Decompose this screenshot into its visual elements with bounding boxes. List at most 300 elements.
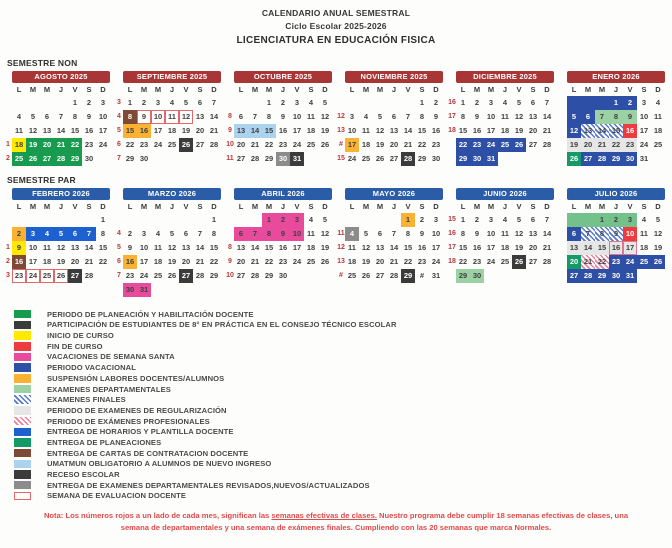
day-cell: 17 (486, 242, 496, 252)
weekday-letter: M (473, 84, 481, 94)
day-cell: 1 (460, 97, 466, 107)
day-cell: 9 (280, 111, 286, 121)
week-row (337, 255, 443, 269)
day-cell (151, 152, 165, 166)
day-cell: 18 (361, 139, 371, 149)
week-row (4, 110, 110, 124)
day-cell: 1 (100, 214, 106, 224)
day-cell: 24 (292, 256, 302, 266)
day-cell (373, 96, 387, 110)
day-cell: 22 (125, 139, 135, 149)
month-header-mayo-2026: MAYO 2026 (345, 188, 443, 200)
day-cell: 2 (276, 213, 290, 227)
day-cell (498, 152, 512, 166)
day-cell: 13 (234, 124, 248, 138)
week-number-margin (559, 227, 567, 241)
week-number-margin (4, 96, 12, 110)
day-cell: 16 (417, 242, 427, 252)
day-cell: 31 (431, 270, 441, 280)
month-header-noviembre-2025: NOVIEMBRE 2025 (345, 71, 443, 83)
month-header-marzo-2026: MARZO 2026 (123, 188, 221, 200)
weekday-header-row (456, 83, 554, 96)
day-cell: 12 (28, 125, 38, 135)
legend-swatch-lgray (14, 406, 31, 415)
weekday-letter: M (362, 84, 370, 94)
weekday-header-row (345, 83, 443, 96)
day-cell (12, 96, 26, 110)
day-cell: 12 (567, 124, 581, 138)
day-cell: 27 (528, 139, 538, 149)
week-row (559, 124, 665, 138)
week-number-margin (448, 152, 456, 166)
week-row (559, 269, 665, 283)
day-cell (651, 269, 665, 283)
weekday-letter: M (473, 201, 481, 211)
legend-swatch-amber (14, 374, 31, 383)
weekday-letter: D (655, 84, 661, 94)
day-cell: 16 (609, 241, 623, 255)
day-cell: 26 (167, 270, 177, 280)
day-cell (345, 213, 359, 227)
day-cell: 29 (264, 153, 274, 163)
day-cell: 18 (639, 242, 649, 252)
weekday-letter: J (502, 201, 508, 211)
day-cell: 10 (486, 111, 496, 121)
weekday-letter: L (238, 201, 244, 211)
day-cell (68, 213, 82, 227)
legend-item (14, 320, 672, 331)
weekday-letter: M (154, 84, 162, 94)
day-cell: 17 (623, 241, 637, 255)
day-cell: 6 (197, 97, 203, 107)
weekday-letter: L (238, 84, 244, 94)
weekday-letter: V (72, 84, 78, 94)
week-number-margin (559, 110, 567, 124)
week-number-margin: 11 (337, 229, 345, 237)
day-cell: 3 (26, 227, 40, 241)
day-cell: 30 (470, 269, 484, 283)
weekday-letter: J (58, 201, 64, 211)
title-line-3: LICENCIATURA EN EDUCACIÓN FISICA (236, 35, 436, 47)
day-cell: 9 (127, 242, 133, 252)
weekday-letter: S (86, 201, 92, 211)
day-cell: 18 (42, 256, 52, 266)
day-cell: 4 (169, 97, 175, 107)
day-cell (387, 213, 401, 227)
legend-swatch-bblue (14, 428, 31, 437)
legend-item (14, 341, 672, 352)
day-cell: 14 (56, 125, 66, 135)
day-cell: 31 (137, 283, 151, 297)
weekday-letter: M (29, 201, 37, 211)
day-cell (373, 213, 387, 227)
legend-label: VACACIONES DE SEMANA SANTA (47, 352, 175, 362)
weekday-letter: S (308, 201, 314, 211)
week-row (559, 96, 665, 110)
week-row (226, 138, 332, 152)
week-row (226, 213, 332, 227)
day-cell: 11 (15, 125, 23, 135)
weekday-header-row (456, 200, 554, 213)
day-cell: 19 (26, 138, 40, 152)
day-cell: 15 (609, 124, 623, 138)
day-cell: 22 (209, 256, 219, 266)
weekday-header-row (12, 83, 110, 96)
day-cell: 27 (528, 256, 538, 266)
day-cell: 26 (512, 255, 526, 269)
day-cell: 25 (153, 270, 163, 280)
day-cell: # (419, 270, 425, 280)
month-header-enero-2026: ENERO 2026 (567, 71, 665, 83)
week-row (559, 213, 665, 227)
day-cell: 20 (389, 139, 399, 149)
week-number-margin: 9 (228, 257, 232, 265)
day-cell (165, 283, 179, 297)
day-cell: 2 (609, 213, 623, 227)
day-cell: 5 (183, 97, 189, 107)
day-cell (26, 213, 40, 227)
day-cell: 10 (623, 227, 637, 241)
day-cell (526, 269, 540, 283)
week-number-margin: 4 (117, 229, 121, 237)
week-row (4, 269, 110, 283)
months-row-semestre-non (0, 71, 672, 166)
day-cell: 14 (581, 241, 595, 255)
day-cell: 12 (167, 242, 177, 252)
day-cell (540, 152, 554, 166)
day-cell: 16 (623, 124, 637, 138)
day-cell: 20 (236, 256, 246, 266)
day-cell: 4 (345, 227, 359, 241)
day-cell (207, 283, 221, 297)
day-cell: 28 (195, 270, 205, 280)
day-cell: 16 (12, 255, 26, 269)
day-cell: 24 (623, 255, 637, 269)
legend-label: RECESO ESCOLAR (47, 470, 120, 479)
day-cell: 6 (234, 227, 248, 241)
day-cell: 2 (419, 214, 425, 224)
legend-swatch-hatchblue (14, 395, 31, 404)
day-cell: 8 (123, 110, 137, 124)
weekday-letter: M (265, 84, 273, 94)
day-cell: 21 (84, 256, 94, 266)
week-row (226, 152, 332, 166)
day-cell: 4 (308, 214, 314, 224)
week-row (115, 152, 221, 166)
day-cell: 23 (431, 139, 441, 149)
legend-item (14, 309, 672, 320)
week-row (337, 152, 443, 166)
weekday-letter: M (251, 84, 259, 94)
day-cell: 30 (278, 270, 288, 280)
weekday-letter: J (169, 84, 175, 94)
day-cell (137, 213, 151, 227)
week-row (448, 227, 554, 241)
day-cell: 23 (139, 139, 149, 149)
weekday-letter: M (362, 201, 370, 211)
day-cell: 18 (500, 125, 510, 135)
weekday-letter: L (460, 201, 466, 211)
weekday-letter: M (376, 201, 384, 211)
weekday-letter: V (183, 84, 189, 94)
day-cell (193, 213, 207, 227)
weekday-letter: J (280, 84, 286, 94)
day-cell: 17 (153, 125, 163, 135)
weekday-letter: L (16, 201, 22, 211)
day-cell: 5 (169, 228, 175, 238)
weekday-letter: M (43, 84, 51, 94)
day-cell: 10 (139, 242, 149, 252)
day-cell: 23 (125, 270, 135, 280)
week-number-margin (559, 269, 567, 283)
day-cell (248, 213, 262, 227)
week-number-margin: 18 (448, 257, 456, 265)
day-cell: 22 (458, 256, 468, 266)
day-cell: 6 (567, 227, 581, 241)
week-number-margin: 18 (448, 126, 456, 134)
legend-swatch-yellow (14, 331, 31, 340)
week-number-margin: 8 (228, 112, 232, 120)
week-row (115, 269, 221, 283)
week-row (448, 255, 554, 269)
day-cell: 25 (653, 139, 663, 149)
weekday-letter: V (627, 201, 633, 211)
day-cell: 27 (195, 139, 205, 149)
day-cell: 3 (433, 214, 439, 224)
weekday-header-row (345, 200, 443, 213)
day-cell: 25 (306, 256, 316, 266)
day-cell (567, 213, 581, 227)
weekday-letter: D (100, 84, 106, 94)
week-number-margin: 5 (117, 126, 121, 134)
day-cell (401, 96, 415, 110)
day-cell: 5 (322, 214, 328, 224)
week-row (559, 255, 665, 269)
day-cell: 27 (389, 153, 399, 163)
day-cell: 8 (262, 227, 276, 241)
weekday-letter: S (641, 84, 647, 94)
weekday-letter: D (322, 201, 328, 211)
day-cell: 10 (98, 111, 108, 121)
day-cell: 6 (581, 110, 595, 124)
weekday-letter: M (598, 84, 606, 94)
day-cell: 18 (12, 138, 26, 152)
weekday-letter: S (641, 201, 647, 211)
week-number-margin (4, 124, 12, 138)
day-cell: 8 (211, 228, 217, 238)
weekday-letter: L (571, 201, 577, 211)
day-cell: 19 (167, 256, 177, 266)
day-cell: 3 (623, 213, 637, 227)
legend-swatch-dark (14, 470, 31, 479)
day-cell: 26 (26, 152, 40, 166)
day-cell: 27 (179, 269, 193, 283)
day-cell: 4 (308, 97, 314, 107)
day-cell: 16 (123, 255, 137, 269)
day-cell: 4 (655, 97, 661, 107)
day-cell: 18 (167, 125, 177, 135)
day-cell: 10 (28, 242, 38, 252)
day-cell: 14 (542, 228, 552, 238)
months-row-semestre-par (0, 188, 672, 297)
week-row (115, 138, 221, 152)
day-cell: 24 (347, 153, 357, 163)
day-cell: 5 (655, 214, 661, 224)
week-row (4, 152, 110, 166)
day-cell: 15 (417, 125, 427, 135)
month-header-agosto-2025: AGOSTO 2025 (12, 71, 110, 83)
legend-item (14, 405, 672, 416)
day-cell: 9 (623, 110, 637, 124)
day-cell: 15 (70, 125, 80, 135)
day-cell (54, 96, 68, 110)
day-cell (540, 269, 554, 283)
weekday-letter: S (530, 201, 536, 211)
day-cell: 12 (653, 228, 663, 238)
day-cell: 30 (123, 283, 137, 297)
month-mayo-2026 (337, 188, 443, 297)
day-cell: 23 (417, 256, 427, 266)
day-cell: 13 (236, 242, 246, 252)
day-cell: 13 (581, 124, 595, 138)
day-cell (207, 152, 221, 166)
legend-label: PARTICIPACIÓN DE ESTUDIANTES DE 8° EN PRÁCTICA EN EL CONSEJO TÉCNICO ESCOLAR (47, 320, 397, 330)
day-cell: 6 (68, 227, 82, 241)
day-cell: 19 (375, 139, 385, 149)
legend-swatch-lblue (14, 460, 31, 469)
week-row (559, 152, 665, 166)
day-cell: 15 (595, 241, 609, 255)
week-number-margin: 1 (6, 140, 10, 148)
week-number-margin: 3 (6, 271, 10, 279)
day-cell: 12 (361, 242, 371, 252)
week-row (4, 96, 110, 110)
day-cell: 9 (419, 228, 425, 238)
legend-item (14, 416, 672, 427)
day-cell: 30 (470, 152, 484, 166)
day-cell: 13 (528, 228, 538, 238)
day-cell: 6 (377, 228, 383, 238)
day-cell: 14 (542, 111, 552, 121)
week-number-margin (4, 213, 12, 227)
day-cell: 25 (306, 139, 316, 149)
day-cell (318, 152, 332, 166)
week-row (226, 110, 332, 124)
day-cell: 23 (623, 138, 637, 152)
week-row (226, 269, 332, 283)
day-cell: 6 (530, 214, 536, 224)
day-cell: 29 (209, 270, 219, 280)
day-cell: 18 (306, 242, 316, 252)
day-cell (484, 269, 498, 283)
week-row (448, 213, 554, 227)
day-cell: 16 (472, 125, 482, 135)
day-cell: 13 (42, 125, 52, 135)
day-cell: 17 (431, 242, 441, 252)
day-cell: 20 (40, 138, 54, 152)
day-cell: 7 (211, 97, 217, 107)
weekday-letter: J (391, 84, 397, 94)
day-cell (318, 269, 332, 283)
legend-label: FIN DE CURSO (47, 341, 103, 351)
legend-label: ENTREGA DE CARTAS DE CONTRATACION DOCENTE (47, 448, 249, 458)
day-cell: 25 (167, 139, 177, 149)
note-suffix: Nuestro programa debe cumplir 18 semanas efectivas de clases, una semana de departamentales y una semana de exámenes finales. Cumpliendo con las 20 semanas que marca Normales. (120, 511, 629, 532)
day-cell: 11 (43, 242, 51, 252)
day-cell: 21 (542, 242, 552, 252)
weekday-letter: M (43, 201, 51, 211)
day-cell (151, 213, 165, 227)
week-number-margin: 16 (448, 229, 456, 237)
day-cell: 1 (262, 213, 276, 227)
day-cell (40, 213, 54, 227)
weekday-letter: J (613, 84, 619, 94)
legend-label: ENTREGA DE HORARIOS Y PLANTILLA DOCENTE (47, 427, 234, 437)
day-cell (498, 269, 512, 283)
day-cell: 18 (500, 242, 510, 252)
footer-note (29, 510, 643, 533)
week-number-margin: 11 (226, 154, 234, 162)
week-row (115, 110, 221, 124)
week-row (226, 227, 332, 241)
day-cell: 5 (30, 111, 36, 121)
week-number-margin (448, 269, 456, 283)
day-cell: 8 (100, 228, 106, 238)
day-cell: 9 (86, 111, 92, 121)
legend-label: SEMANA DE EVALUACION DOCENTE (47, 491, 187, 501)
day-cell: 15 (123, 124, 137, 138)
day-cell: 7 (252, 111, 258, 121)
day-cell: 20 (195, 125, 205, 135)
day-cell: 21 (54, 138, 68, 152)
weekday-letter: V (627, 84, 633, 94)
weekday-letter: M (487, 84, 495, 94)
day-cell: 9 (474, 228, 480, 238)
day-cell: 5 (54, 227, 68, 241)
week-number-margin (4, 110, 12, 124)
day-cell (567, 96, 581, 110)
week-number-margin: 12 (337, 112, 345, 120)
day-cell: 1 (266, 97, 272, 107)
weekday-letter: M (140, 84, 148, 94)
day-cell: 2 (474, 97, 480, 107)
week-row (4, 213, 110, 227)
day-cell: 20 (236, 139, 246, 149)
day-cell: 11 (154, 242, 162, 252)
week-number-margin (226, 96, 234, 110)
day-cell: 24 (292, 139, 302, 149)
weekday-letter: D (211, 84, 217, 94)
day-cell: 27 (375, 270, 385, 280)
day-cell: 13 (528, 111, 538, 121)
day-cell: 28 (595, 152, 609, 166)
day-cell: 19 (320, 242, 330, 252)
legend-swatch-hatchpink (14, 417, 31, 426)
day-cell: 21 (581, 255, 595, 269)
day-cell: 20 (528, 242, 538, 252)
day-cell: 14 (84, 242, 94, 252)
week-number-margin: 9 (228, 126, 232, 134)
weekday-letter: S (86, 84, 92, 94)
legend-item (14, 352, 672, 363)
day-cell: 1 (401, 213, 415, 227)
day-cell: 14 (403, 125, 413, 135)
day-cell: 21 (542, 125, 552, 135)
day-cell (248, 96, 262, 110)
day-cell: 17 (486, 125, 496, 135)
day-cell: 17 (292, 125, 302, 135)
day-cell (151, 283, 165, 297)
